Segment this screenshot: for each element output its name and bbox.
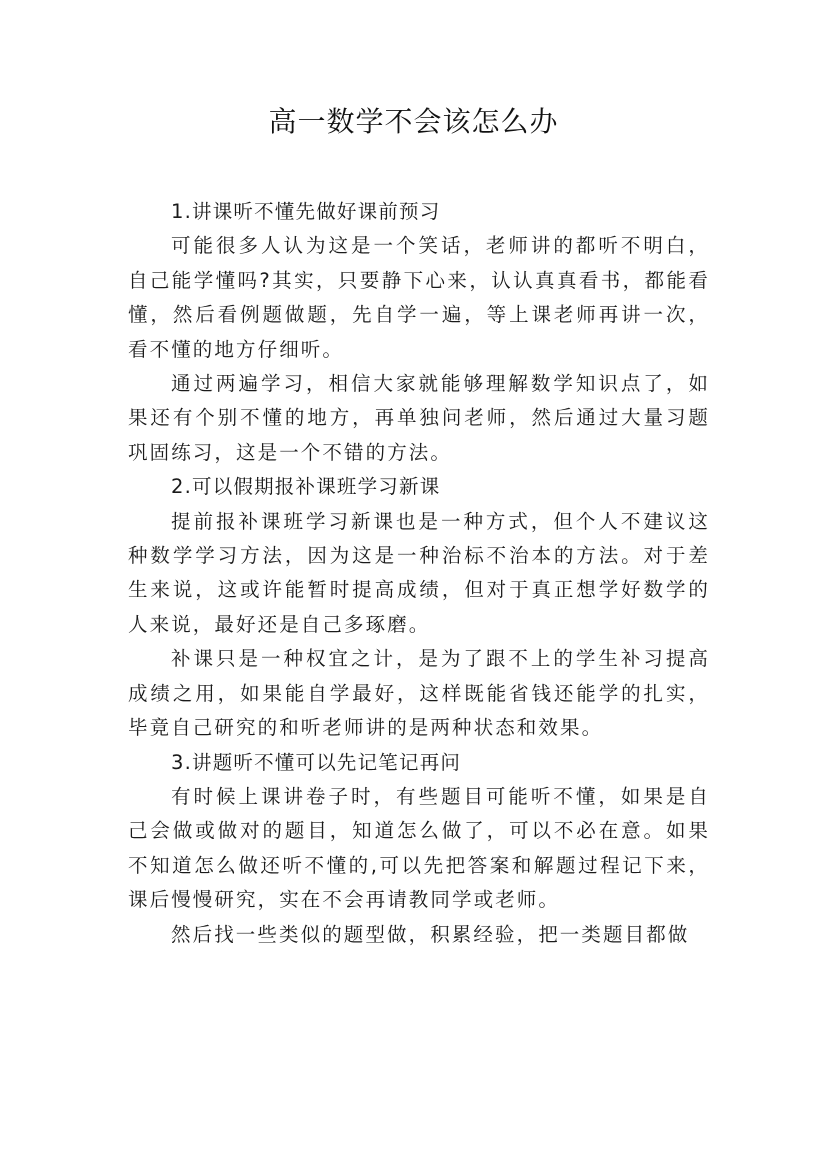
document-body [128, 195, 710, 952]
section-heading-3: 3.讲题听不懂可以先记笔记再问 [171, 750, 462, 774]
section-heading-1: 1.讲课听不懂先做好课前预习 [171, 200, 441, 223]
section-heading-2: 2.可以假期报补课班学习新课 [171, 475, 441, 499]
paragraph: 补课只是一种权宜之计，是为了跟不上的学生补习提高成绩之用，如果能自学最好，这样既能省钱还能学的扎实，毕竟自己研究的和听老师讲的是两种状态和效果。 [128, 647, 710, 740]
paragraph: 可能很多人认为这是一个笑话，老师讲的都听不明白，自己能学懂吗?其实，只要静下心来，认认真真看书，都能看懂，然后看例题做题，先自学一遍，等上课老师再讲一次，看不懂的地方仔细听。 [128, 234, 710, 361]
paragraph: 提前报补课班学习新课也是一种方式，但个人不建议这种数学学习方法，因为这是一种治标不治本的方法。对于差生来说，这或许能暂时提高成绩，但对于真正想学好数学的人来说，最好还是自己多琢磨。 [128, 509, 710, 636]
paragraph: 通过两遍学习，相信大家就能够理解数学知识点了，如果还有个别不懂的地方，再单独问老师，然后通过大量习题巩固练习，这是一个不错的方法。 [128, 372, 710, 464]
paragraph: 有时候上课讲卷子时，有些题目可能听不懂，如果是自己会做或做对的题目，知道怎么做了，可以不必在意。如果不知道怎么做还听不懂的,可以先把答案和解题过程记下来，课后慢慢研究，实在不会再请教同学或老师。 [128, 784, 710, 912]
paragraph: 然后找一些类似的题型做，积累经验，把一类题目都做 [171, 922, 690, 946]
document-title: 高一数学不会该怎么办 [268, 105, 559, 138]
